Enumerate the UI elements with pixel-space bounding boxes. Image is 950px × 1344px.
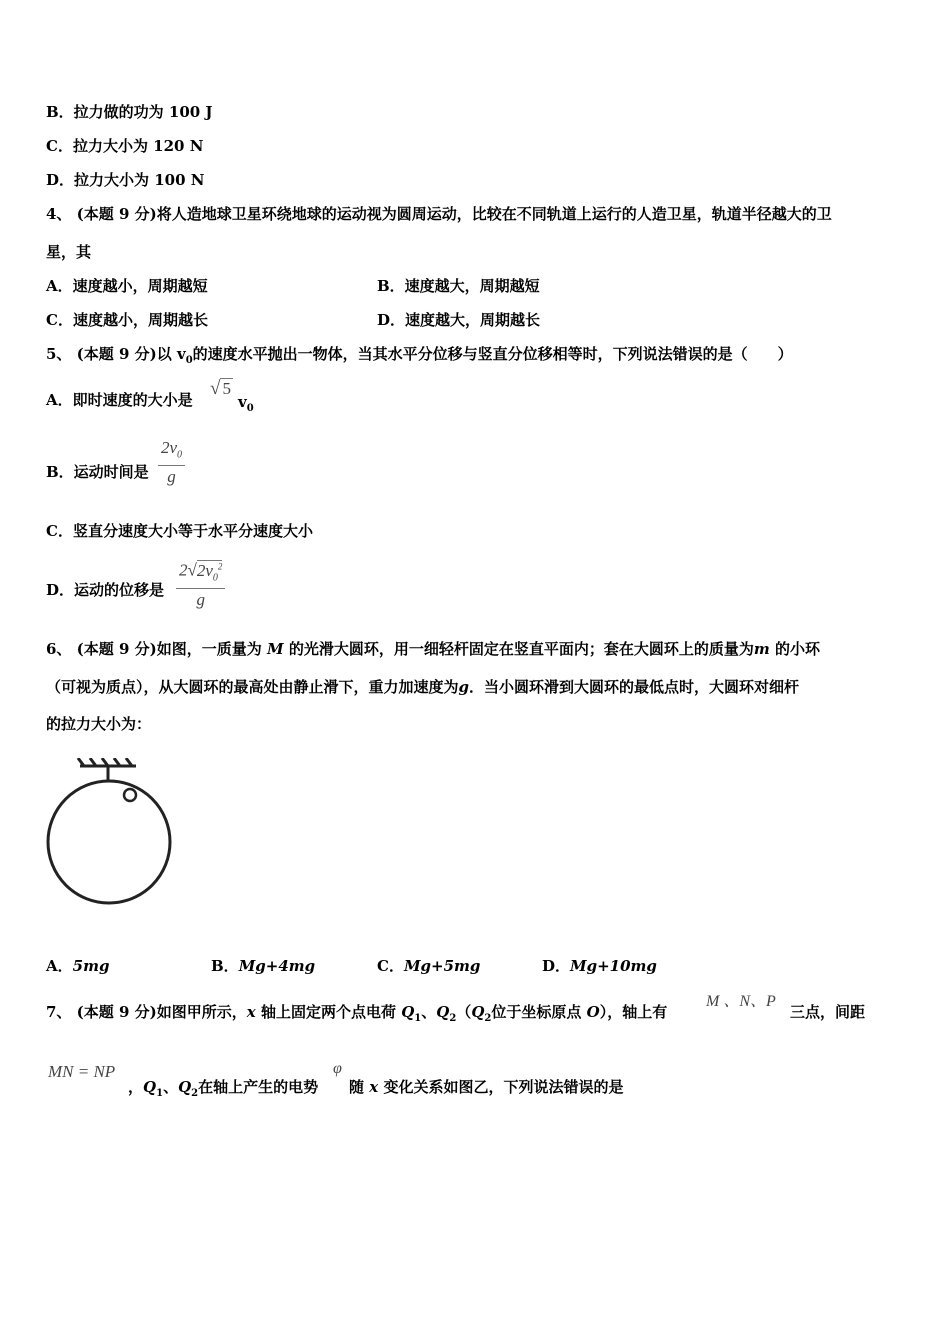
q5-option-a-label: A．即时速度的大小是 (46, 391, 193, 409)
q6-option-c: C．Mg+5mg (377, 957, 481, 975)
q4-option-d: D．速度越大，周期越长 (377, 311, 541, 329)
q6-stem-line1: 6、 (本题 9 分)如图，一质量为 M 的光滑大圆环，用一细轻杆固定在竖直平面内；套在大圆环上的质量为m 的小环 (46, 640, 820, 658)
q7-stem-line1-end: 三点，间距 (790, 1003, 866, 1021)
q6-stem-line3: 的拉力大小为： (46, 715, 152, 733)
q7-stem-line2-end: 随 x 变化关系如图乙，下列说法错误的是 (349, 1078, 624, 1096)
q6-option-d: D．Mg+10mg (542, 957, 657, 975)
q4-option-b: B．速度越大，周期越短 (377, 277, 540, 295)
q3-option-d: D．拉力大小为 100 N (46, 171, 205, 189)
q4-stem-line2: 星，其 (46, 243, 92, 261)
hanging-ring-figure (44, 758, 180, 906)
q4-option-a: A．速度越小，周期越短 (46, 277, 208, 295)
q3-option-c: C．拉力大小为 120 N (46, 137, 204, 155)
q7-points-mnp: M 、N、P (706, 993, 776, 1010)
q5-option-b-fraction: $\frac{2v_0}{g}$ (158, 438, 185, 488)
q5-option-d-label: D．运动的位移是 (46, 581, 165, 599)
q6-option-b: B．Mg+4mg (211, 957, 316, 975)
q5-option-a-unit: $v_0$ (238, 393, 254, 414)
q5-option-c: C．竖直分速度大小等于水平分速度大小 (46, 522, 313, 540)
q4-stem-line1: 4、 (本题 9 分)将人造地球卫星环绕地球的运动视为圆周运动，比较在不同轨道上运行的人造卫星，轨道半径越大的卫 (46, 205, 832, 223)
q6-stem-line2: （可视为质点），从大圆环的最高处由静止滑下，重力加速度为g．当小圆环滑到大圆环的最低点时，大圆环对细杆 (46, 678, 800, 696)
q3-option-b: B．拉力做的功为 100 J (46, 103, 213, 121)
q7-stem-line1: 7、 (本题 9 分)如图甲所示，x 轴上固定两个点电荷 $Q_1$、$Q_2(Q_2$位于坐标原点 O），轴上有 (46, 1003, 668, 1024)
q7-potential-symbol: φ (333, 1060, 342, 1077)
q5-option-d-fraction: $\frac{2√2v_0^2}{g}$ (176, 556, 225, 611)
q5-option-b-label: B．运动时间是 (46, 463, 149, 481)
q6-option-a: A．5mg (46, 957, 110, 975)
q5-stem: 5、 (本题 9 分)以 $v_0$的速度水平抛出一物体，当其水平分位移与竖直分位移相等时，下列说法错误的是（ ） (46, 345, 793, 366)
q5-option-a-sqrt: √ 5 (210, 378, 231, 399)
q4-option-c: C．速度越小，周期越长 (46, 311, 208, 329)
q7-stem-line2: ，$Q_1$、$Q_2$在轴上产生的电势 (128, 1078, 319, 1099)
q7-equation: MN = NP (48, 1062, 116, 1081)
